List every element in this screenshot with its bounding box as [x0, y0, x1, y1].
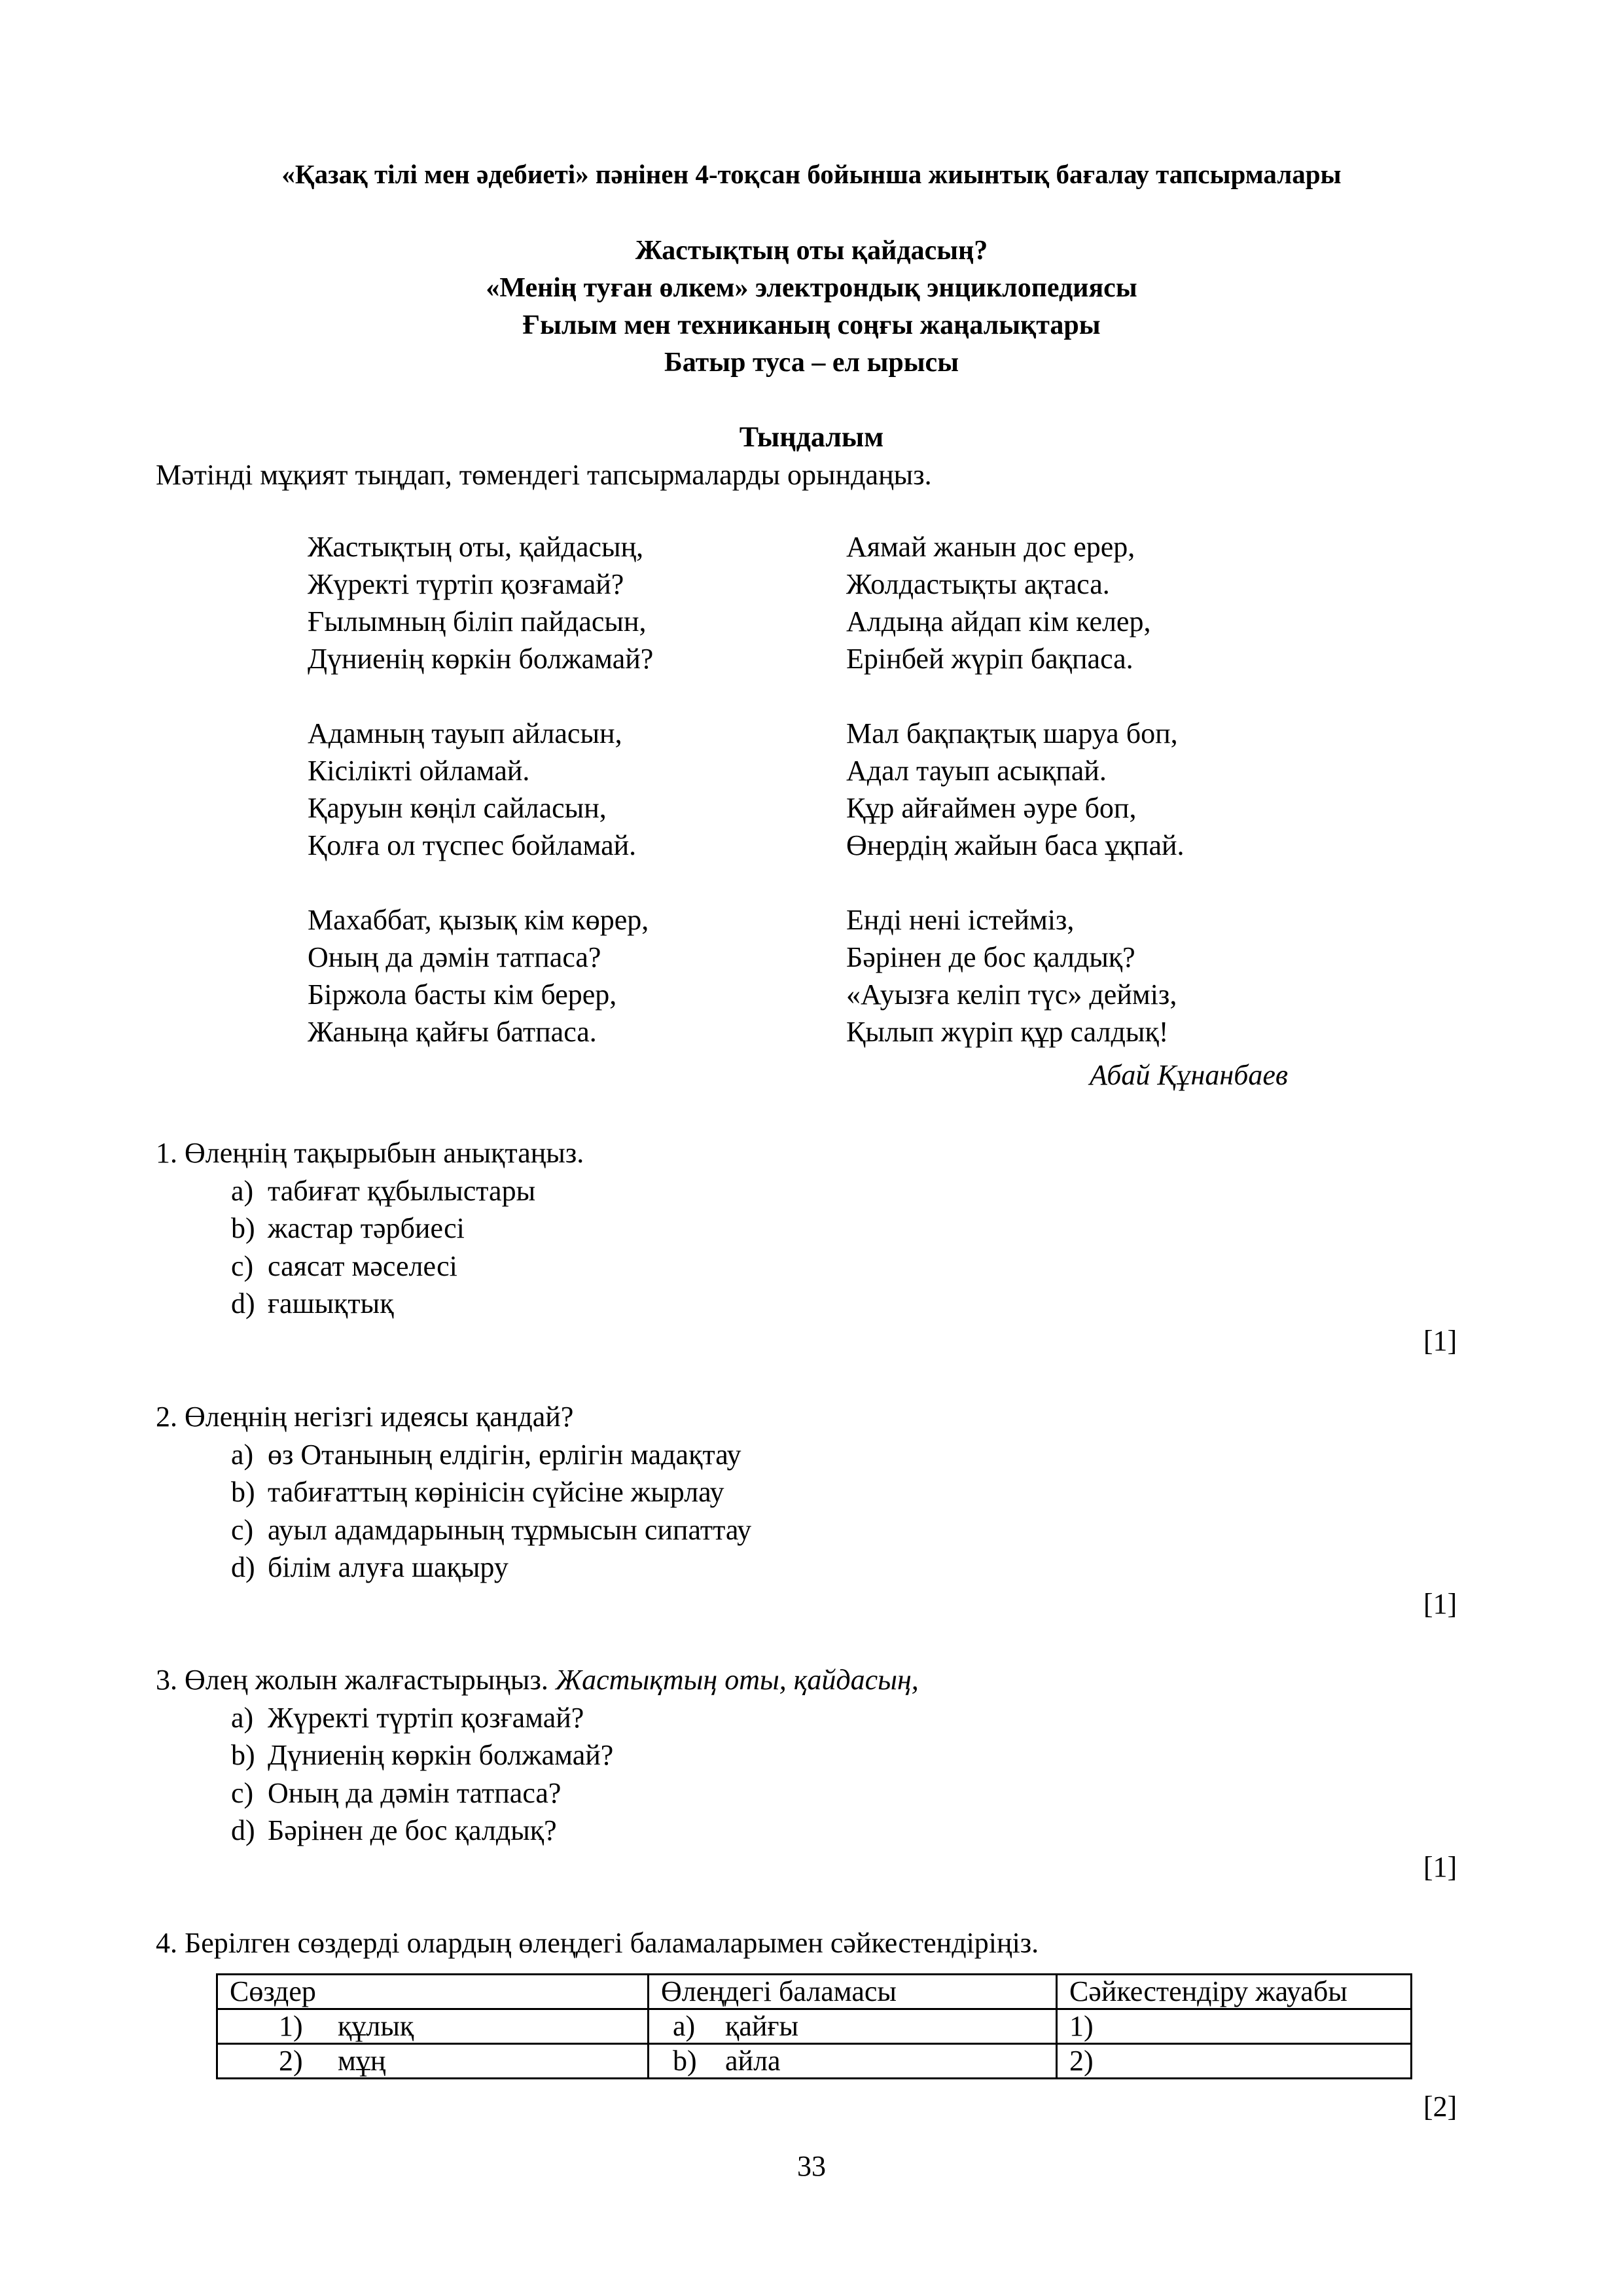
table-cell [649, 2009, 1057, 2044]
option-letter: d) [231, 1551, 255, 1583]
poem-stanza [846, 715, 1185, 864]
poem-line: Біржола басты кім берер, [308, 978, 617, 1011]
section-instruction: Мәтінді мұқият тыңдап, төмендегі тапсырмаларды орындаңыз. [156, 459, 932, 491]
poem-line: Жастықтың оты, қайдасың, [308, 531, 644, 563]
poem-line: Ерінбей жүріп бақпаса. [846, 643, 1133, 675]
answer-option[interactable] [231, 1699, 919, 1737]
option-letter: b) [231, 1212, 255, 1244]
equivalent: қайғы [725, 2010, 799, 2042]
row-letter: a) [673, 2010, 696, 2042]
option-text: жастар тәрбиесі [268, 1212, 465, 1244]
table-row [217, 2009, 1412, 2044]
poem-line: Адал тауып асықпай. [846, 755, 1107, 787]
answer-option[interactable] [231, 1473, 751, 1511]
option-text: саясат мәселесі [268, 1249, 457, 1282]
page-number: 33 [797, 2150, 826, 2182]
poem-stanza [846, 528, 1185, 677]
word: құлық [338, 2010, 414, 2042]
answer-option[interactable] [231, 1172, 584, 1210]
question-prompt: 3. Өлең жолын жалғастырыңыз. [156, 1664, 548, 1696]
option-letter: c) [231, 1249, 254, 1282]
option-letter: c) [231, 1776, 254, 1809]
score-mark: [1] [1423, 1325, 1457, 1357]
poem-line: Алдыңа айдап кім келер, [846, 605, 1151, 637]
poem-author: Абай Құнанбаев [1090, 1059, 1288, 1091]
poem-line: Адамның тауып айласын, [308, 717, 622, 749]
poem-stanza [308, 901, 653, 1050]
option-letter: c) [231, 1513, 254, 1546]
score-mark: [1] [1423, 1588, 1457, 1620]
question-3 [156, 1661, 919, 1850]
subtitle-line: Жастықтың оты қайдасың? [635, 236, 988, 266]
score-mark: [2] [1423, 2090, 1457, 2123]
poem-line: Махаббат, қызық кім көрер, [308, 904, 649, 936]
option-text: Оның да дәмін татпаса? [268, 1776, 562, 1809]
equivalent: айла [725, 2045, 781, 2077]
option-text: ауыл адамдарының тұрмысын сипаттау [268, 1513, 752, 1546]
matching-table [216, 1973, 1412, 2079]
question-2 [156, 1398, 751, 1587]
option-letter: a) [231, 1438, 254, 1471]
answer-option[interactable] [231, 1774, 919, 1812]
poem-line: Жүректі түртіп қозғамай? [308, 568, 624, 600]
poem-line: Құр айғаймен әуре боп, [846, 792, 1137, 824]
answer-option[interactable] [231, 1285, 584, 1323]
option-letter: b) [231, 1476, 255, 1508]
table-cell [217, 2009, 649, 2044]
table-header-cell: Сөздер [217, 1975, 649, 2009]
word: мұң [338, 2045, 386, 2077]
poem-line: Қолға ол түспес бойламай. [308, 829, 637, 861]
poem-stanza [308, 715, 653, 864]
table-header-cell: Өлеңдегі баламасы [649, 1975, 1057, 2009]
subtitle-line: Ғылым мен техниканың соңғы жаңалықтары [522, 310, 1101, 340]
poem-line: «Ауызға келіп түс» дейміз, [846, 978, 1177, 1011]
answer-option[interactable] [231, 1436, 751, 1474]
poem-line: Кісілікті ойламай. [308, 755, 530, 787]
section-heading: Тыңдалым [739, 421, 884, 453]
table-row [217, 2044, 1412, 2079]
option-text: білім алуға шақыру [268, 1551, 508, 1583]
option-text: ғашықтық [268, 1287, 394, 1319]
option-letter: d) [231, 1814, 255, 1846]
row-number: 2) [279, 2045, 303, 2077]
answer-option[interactable] [231, 1511, 751, 1549]
table-header-row [217, 1975, 1412, 2009]
poem-line: Жаныңа қайғы батпаса. [308, 1016, 597, 1048]
poem-stanza [846, 901, 1185, 1050]
poem-line: Жолдастықты ақтаса. [846, 568, 1110, 600]
option-letter: a) [231, 1174, 254, 1207]
poem-line: Өнердің жайын баса ұқпай. [846, 829, 1185, 861]
table-cell [217, 2044, 649, 2079]
row-letter: b) [673, 2045, 697, 2077]
poem-line: Дүниенің көркін болжамай? [308, 643, 654, 675]
question-1 [156, 1134, 584, 1323]
question-text [156, 1661, 919, 1699]
option-text: өз Отанының елдігін, ерлігін мадақтау [268, 1438, 741, 1471]
answer-option[interactable] [231, 1210, 584, 1247]
score-mark: [1] [1423, 1851, 1457, 1883]
poem-line: Қаруын көңіл сайласын, [308, 792, 607, 824]
poem-line: Аямай жанын дос ерер, [846, 531, 1135, 563]
option-text: Жүректі түртіп қозғамай? [268, 1701, 584, 1734]
poem-stanza [308, 528, 653, 677]
poem-line: Оның да дәмін татпаса? [308, 941, 601, 973]
answer-cell[interactable]: 1) [1057, 2009, 1412, 2044]
table-cell [649, 2044, 1057, 2079]
answer-option[interactable] [231, 1736, 919, 1774]
poem-line: Енді нені істейміз, [846, 904, 1075, 936]
question-quote: Жастықтың оты, қайдасың, [555, 1664, 919, 1696]
option-letter: d) [231, 1287, 255, 1319]
question-text: 4. Берілген сөздерді олардың өлеңдегі баламаларымен сәйкестендіріңіз. [156, 1927, 1039, 1959]
option-text: Бәрінен де бос қалдық? [268, 1814, 557, 1846]
option-text: табиғат құбылыстары [268, 1174, 536, 1207]
poem-line: Қылып жүріп құр салдық! [846, 1016, 1169, 1048]
option-letter: b) [231, 1739, 255, 1771]
answer-option[interactable] [231, 1247, 584, 1285]
subtitle-line: Батыр туса – ел ырысы [664, 348, 959, 378]
question-text: 1. Өлеңнің тақырыбын анықтаңыз. [156, 1137, 584, 1169]
document-title: «Қазақ тілі мен әдебиеті» пәнінен 4-тоқсан бойынша жиынтық бағалау тапсырмалары [281, 159, 1342, 189]
answer-option[interactable] [231, 1812, 919, 1850]
poem-line: Ғылымның біліп пайдасын, [308, 605, 647, 637]
option-letter: a) [231, 1701, 254, 1734]
option-text: табиғаттың көрінісін сүйсіне жырлау [268, 1476, 724, 1508]
question-text: 2. Өлеңнің негізгі идеясы қандай? [156, 1401, 574, 1433]
question-4 [156, 1924, 1039, 1962]
subtitle-block [0, 232, 1623, 382]
option-text: Дүниенің көркін болжамай? [268, 1739, 614, 1771]
answer-cell[interactable]: 2) [1057, 2044, 1412, 2079]
subtitle-line: «Менің туған өлкем» электрондық энциклопедиясы [486, 273, 1137, 303]
poem-right-column [846, 528, 1185, 1050]
poem-line: Бәрінен де бос қалдық? [846, 941, 1135, 973]
answer-option[interactable] [231, 1549, 751, 1587]
poem-line: Мал бақпақтық шаруа боп, [846, 717, 1178, 749]
table-header-cell: Сәйкестендіру жауабы [1057, 1975, 1412, 2009]
poem-left-column [308, 528, 653, 1050]
row-number: 1) [279, 2010, 303, 2042]
